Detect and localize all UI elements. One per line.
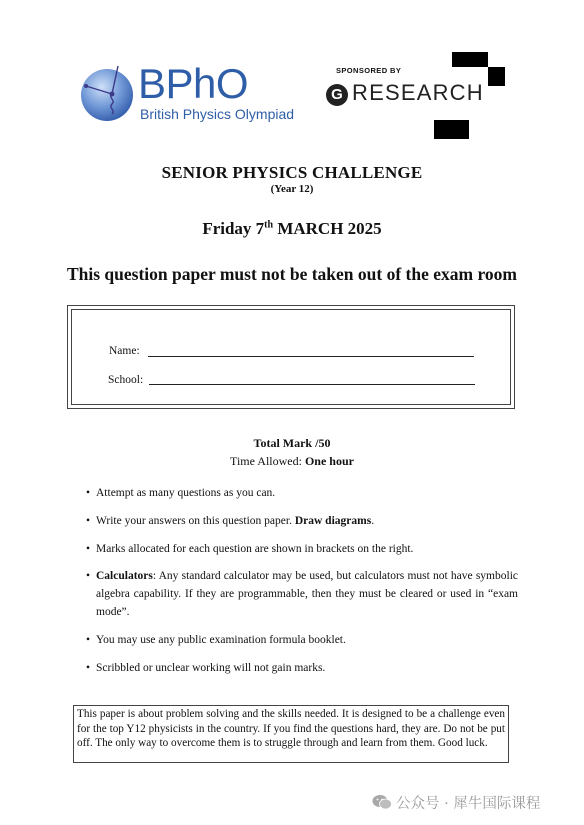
note-box: This paper is about problem solving and the skills needed. It is designed to be a challenge even for the top Y12 physicists in the country. If you find the questions hard, they are. Do not be put off. The only way to overcome them is to struggle through and learn from them. Good luck. [73,705,509,763]
bullet-marker: • [86,570,91,582]
date-prefix: Friday 7 [202,219,265,238]
paper-title: SENIOR PHYSICS CHALLENGE [161,163,423,182]
school-label: School: [108,374,144,386]
instruction-text [96,512,518,530]
logo-subtitle: British Physics Olympiad [140,106,295,122]
instruction-text-part: : Any standard calculator may be used, but calculators must not have symbolic algebra capability. If they are programmable, then they must be cleared or used in “exam mode”. [96,570,518,618]
school-field[interactable] [149,384,475,385]
instruction-item [86,631,518,649]
sponsor-name: RESEARCH [352,80,484,105]
paper-subtitle: (Year 12) [270,183,314,195]
globe-icon [78,64,136,122]
bullet-marker: • [86,662,91,674]
decor-block [434,120,469,139]
date-suffix: MARCH 2025 [273,219,382,238]
total-mark: Total Mark /50 [253,436,331,450]
instruction-item [86,484,518,502]
instruction-text: Marks allocated for each question are shown in brackets on the right. [96,543,414,555]
name-field[interactable] [148,356,474,357]
name-label: Name: [109,345,140,357]
bullet-marker: • [86,634,91,646]
instruction-emphasis: Calculators [96,570,153,582]
exam-date [0,219,584,239]
wechat-icon [372,794,392,810]
watermark-text: 公众号 · 犀牛国际课程 [396,796,541,812]
decor-block [452,52,488,67]
instruction-text-end: . [371,515,375,527]
time-value: One hour [304,454,354,468]
instruction-text [96,567,518,621]
bullet-marker: • [86,487,91,499]
sponsor-logo [322,66,512,116]
instruction-text: Attempt as many questions as you can. [96,487,276,499]
exam-warning: This question paper must not be taken out of the exam room [66,264,517,284]
bpho-logo [78,58,308,130]
g-research-icon [326,84,348,106]
instruction-text: Scribbled or unclear working will not gain marks. [96,662,326,674]
bullet-marker: • [86,543,91,555]
time-allowed [0,454,584,469]
sponsor-label: SPONSORED BY [336,66,402,75]
details-box-inner [71,309,511,405]
logo-title: BPhO [138,60,249,107]
instruction-item [86,567,518,621]
watermark [372,792,572,814]
time-label: Time Allowed: [230,454,305,468]
g-letter: G [331,86,343,103]
date-ordinal: th [264,219,274,231]
bullet-marker: • [86,515,91,527]
instruction-text: You may use any public examination formula booklet. [96,634,346,646]
instruction-item [86,540,518,558]
instruction-item [86,659,518,677]
instruction-item [86,512,518,530]
instruction-emphasis: Draw diagrams [294,515,372,527]
instruction-text-part: Write your answers on this question paper. [96,515,295,527]
decor-block [488,67,505,86]
